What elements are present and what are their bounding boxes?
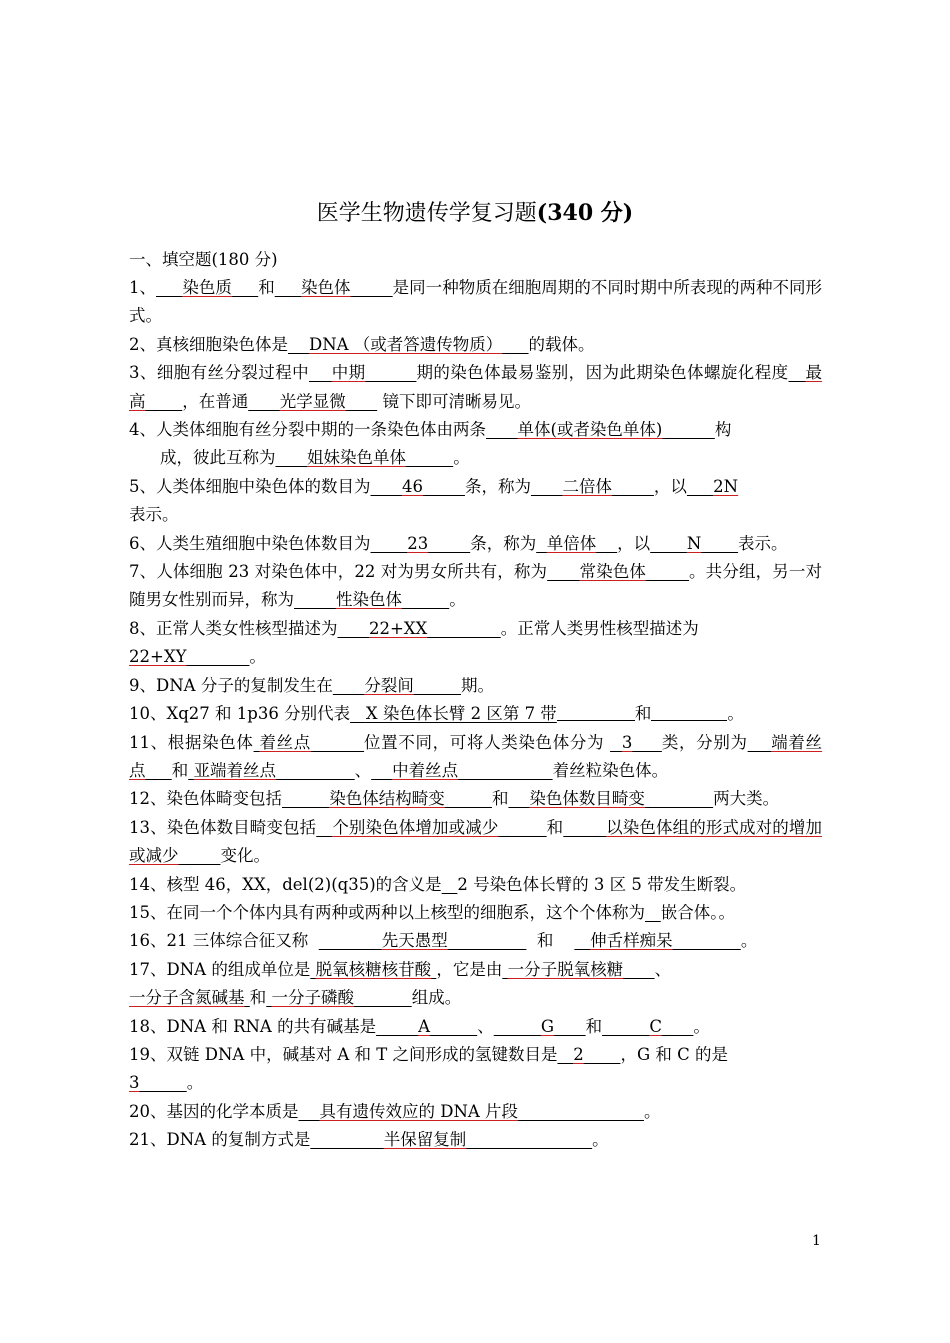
answer: X 染色体长臂 2 区第 7 带 bbox=[365, 704, 557, 724]
answer: 先天愚型 bbox=[381, 931, 448, 951]
answer: 单倍体 bbox=[546, 533, 597, 553]
question-1: 1、 染色质 和 染色体 是同一种物质在细胞周期的不同时期中所表现的两种不同形式。 bbox=[129, 278, 823, 326]
empty-blank bbox=[557, 702, 635, 721]
question-3: 3、细胞有丝分裂过程中 中期 期的染色体最易鉴别，因为此期染色体螺旋化程度 最高 ，在普通 光学显微 镜下即可清晰易见。 bbox=[129, 363, 823, 411]
answer: 23 bbox=[407, 533, 429, 553]
question-18: 18、DNA 和 RNA 的共有碱基是 A 、 G 和 C 。 bbox=[129, 1016, 710, 1036]
question-21: 21、DNA 的复制方式是 半保留复制 。 bbox=[129, 1130, 609, 1150]
answer: 22+XY bbox=[129, 647, 187, 667]
answer: 端着丝点 bbox=[129, 732, 823, 780]
answer: 着丝点 bbox=[259, 732, 311, 752]
answer: 二倍体 bbox=[562, 476, 612, 496]
answer: 姐妹染色单体 bbox=[306, 448, 406, 468]
question-16: 16、21 三体综合征又称 先天愚型 和 伸舌样痴呆 。 bbox=[129, 931, 758, 951]
answer: A bbox=[418, 1016, 430, 1036]
answer: 一分子脱氧核糖 bbox=[507, 959, 624, 979]
answer: 3 bbox=[621, 732, 633, 752]
empty-blank bbox=[651, 702, 727, 721]
question-13: 13、染色体数目畸变包括 个别染色体增加或减少 和 以染色体组的形式成对的增加或减少 变化。 bbox=[129, 817, 822, 866]
answer: 最高 bbox=[129, 363, 823, 411]
question-4: 4、人类体细胞有丝分裂中期的一条染色体由两条 单体(或者染色单体) 构 成，彼此互称为 姐妹染色单体 。 bbox=[129, 420, 732, 468]
answer: 46 bbox=[401, 476, 423, 496]
answer: 单体(或者染色单体) bbox=[517, 420, 663, 440]
answer: 2 号染色体长臂的 3 区 5 带发生断裂。 bbox=[457, 874, 747, 894]
answer: 3 bbox=[129, 1073, 140, 1093]
answer: 中期 bbox=[331, 363, 366, 383]
answer: 分裂间 bbox=[364, 675, 414, 695]
answer: 2 bbox=[573, 1044, 584, 1064]
answer: N bbox=[686, 533, 702, 553]
question-19: 19、双链 DNA 中，碱基对 A 和 T 之间形成的氢键数目是 2 ，G 和 C 的是 3 。 bbox=[129, 1044, 728, 1093]
title-text: 医学生物遗传学复习题 bbox=[316, 201, 537, 226]
answer: 22+XX bbox=[368, 618, 428, 638]
question-list bbox=[129, 274, 822, 1155]
question-14: 14、核型 46，XX，del(2)(q35)的含义是 2 号染色体长臂的 3 区 5 带发生断裂。 bbox=[129, 874, 747, 894]
answer: 具有遗传效应的 DNA 片段 bbox=[319, 1101, 519, 1121]
answer: 亚端着丝点 bbox=[193, 760, 276, 780]
page-number: 1 bbox=[812, 1233, 821, 1249]
answer: G bbox=[540, 1016, 555, 1036]
answer: 染色体数目畸变 bbox=[529, 789, 645, 809]
answer: 伸舌样痴呆 bbox=[590, 931, 673, 951]
answer: 脱氧核糖核苷酸 bbox=[315, 959, 432, 979]
question-2: 2、真核细胞染色体是 DNA （或者答遗传物质） 的载体。 bbox=[129, 334, 595, 354]
question-17: 17、DNA 的组成单位是 脱氧核糖核苷酸 ，它是由 一分子脱氧核糖 、 一分子含氮碱基 和 一分子磷酸 组成。 bbox=[129, 959, 672, 1008]
section-heading: 一、填空题(180 分) bbox=[129, 250, 278, 269]
answer: 一分子含氮碱基 bbox=[129, 988, 245, 1008]
question-6: 6、人类生殖细胞中染色体数目为 23 条，称为 单倍体 ，以 N 表示。 bbox=[129, 533, 788, 553]
answer: 一分子磷酸 bbox=[271, 988, 354, 1008]
answer: 2N bbox=[713, 476, 739, 496]
question-11: 11、根据染色体 着丝点 位置不同，可将人类染色体分为 3 类，分别为 端着丝点 和 亚端着丝点 、 中着丝点 着丝粒染色体。 bbox=[129, 732, 823, 780]
question-15: 15、在同一个个体内具有两种或两种以上核型的细胞系，这个个体称为 嵌合体。。 bbox=[129, 902, 735, 922]
question-10: 10、Xq27 和 1p36 分别代表 X 染色体长臂 2 区第 7 带 和 。 bbox=[129, 704, 744, 724]
answer: 个别染色体增加或减少 bbox=[332, 817, 499, 837]
answer: 中着丝点 bbox=[392, 760, 459, 780]
answer: 嵌合体 bbox=[660, 902, 711, 922]
answer: 染色体结构畸变 bbox=[329, 789, 445, 809]
answer: 染色质 bbox=[182, 278, 232, 297]
title-score: (340 分) bbox=[536, 200, 634, 226]
question-5: 5、人类体细胞中染色体的数目为 46 条，称为 二倍体 ，以 2N 表示。 bbox=[129, 476, 739, 525]
page-title bbox=[0, 196, 950, 231]
answer: DNA （或者答遗传物质） bbox=[308, 334, 503, 354]
answer: 性染色体 bbox=[335, 590, 402, 610]
question-7: 7、人体细胞 23 对染色体中，22 对为男女所共有，称为 常染色体 。共分组，另一对随男女性别而异，称为 性染色体 。 bbox=[129, 562, 823, 610]
question-20: 20、基因的化学本质是 具有遗传效应的 DNA 片段 。 bbox=[129, 1101, 661, 1121]
answer: C bbox=[649, 1016, 662, 1036]
answer: 半保留复制 bbox=[383, 1130, 467, 1150]
question-8: 8、正常人类女性核型描述为 22+XX 。正常人类男性核型描述为 22+XY 。 bbox=[129, 618, 699, 667]
question-9: 9、DNA 分子的复制发生在 分裂间 期。 bbox=[129, 675, 495, 695]
answer: 常染色体 bbox=[579, 562, 646, 582]
answer: 染色体 bbox=[301, 278, 351, 297]
question-12: 12、染色体畸变包括 染色体结构畸变 和 染色体数目畸变 两大类。 bbox=[129, 789, 780, 809]
answer: 光学显微 bbox=[279, 391, 346, 411]
answer: 以染色体组的形式成对的增加或减少 bbox=[129, 817, 822, 866]
